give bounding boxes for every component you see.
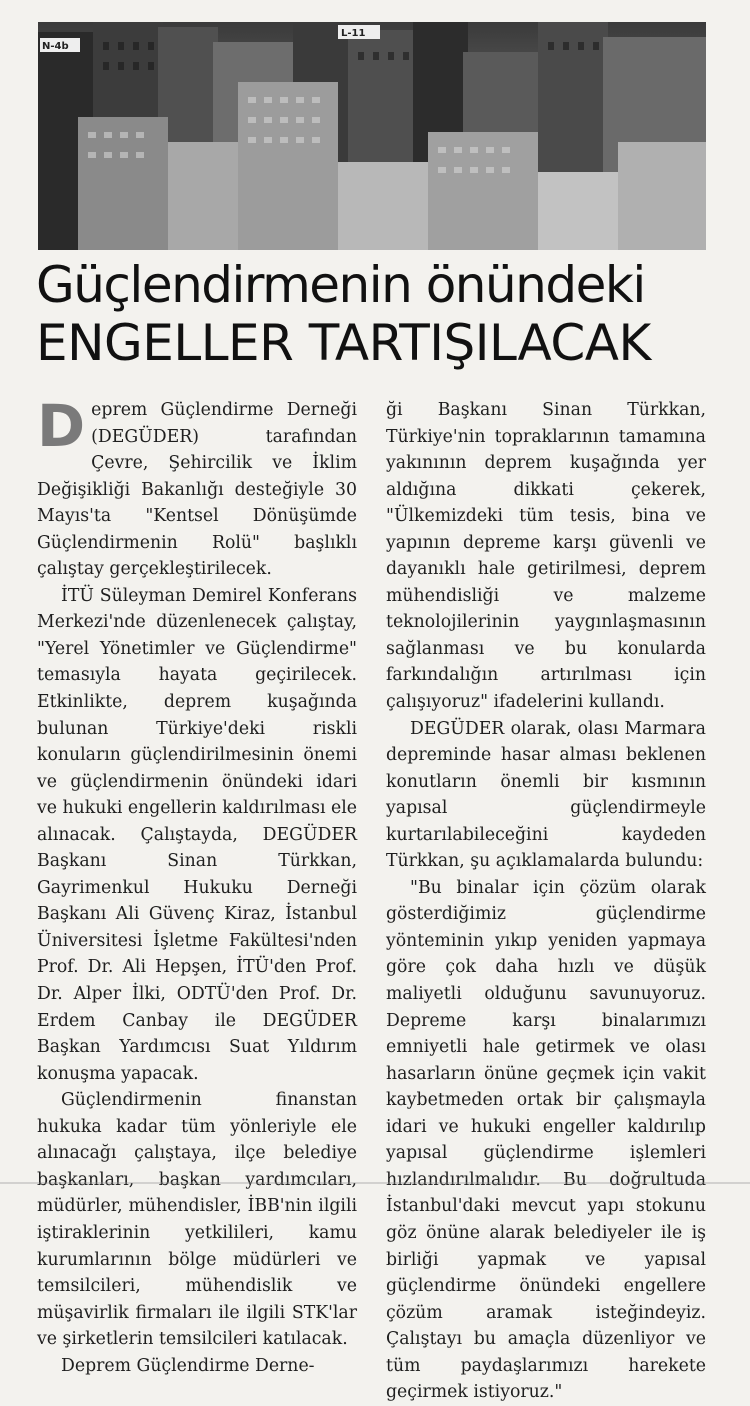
paragraph: DEGÜDER olarak, olası Marmara depreminde hasar alması beklenen konutların önemli bir kısmının yapısal güçlendirmeyle kurtarılabileceğini kaydeden Türkkan, şu açıklamalarda bulundu: bbox=[386, 718, 706, 872]
photo-sign-2: L-11 bbox=[341, 28, 366, 39]
headline bbox=[36, 256, 716, 372]
paragraph: ği Başkanı Sinan Türkkan, Türkiye'nin topraklarının tamamına yakınının deprem kuşağında yer aldığına dikkati çekerek, "Ülkemizdeki tüm tesis, bina ve yapının depreme karşı güvenli ve dayanıklı hale getirilmesi, deprem mühendisliği ve malzeme teknolojilerinin yaygınlaşmasının sağlanması ve bu konularda farkındalığın artırılması için çalışıyoruz" ifadelerini kullandı. bbox=[386, 400, 706, 713]
headline-line-1: Güçlendirmenin önündeki bbox=[36, 256, 645, 314]
buildings-graphic bbox=[38, 22, 706, 250]
drop-cap: D bbox=[37, 392, 86, 460]
photo-sign-1: N-4b bbox=[42, 41, 69, 52]
paragraph-text: eprem Güçlendirme Derneği (DEGÜDER) tarafından Çevre, Şehircilik ve İklim Değişikliği Bakanlığı desteğiyle 30 Mayıs'ta "Kentsel Dönüşümde Güçlendirmenin Rolü" başlıklı çalıştay gerçekleştirilecek. bbox=[37, 400, 357, 580]
paragraph: İTÜ Süleyman Demirel Konferans Merkezi'nde düzenlenecek çalıştay, "Yerel Yönetimler ve Güçlendirme" temasıyla hayata geçirilecek. Etkinlikte, deprem kuşağında bulunan Türkiye'deki riskli konuların güçlendirilmesinin önemi ve güçlendirmenin önündeki idari ve hukuki engellerin kaldırılması ele alınacak. Çalıştayda, DEGÜDER Başkanı Sinan Türkkan, Gayrimenkul Hukuku Derneği Başkanı Ali Güvenç Kiraz, İstanbul Üniversitesi İşletme Fakültesi'nden Prof. Dr. Ali Hepşen, İTÜ'den Prof. Dr. Alper İlki, ODTÜ'den Prof. Dr. Erdem Canbay ile DEGÜDER Başkan Yardımcısı Suat Yıldırım konuşma yapacak. bbox=[37, 585, 357, 1084]
article-column-right bbox=[386, 397, 706, 1406]
paragraph: Güçlendirmenin finanstan hukuka kadar tüm yönleriyle ele alınacağı çalıştaya, ilçe belediye başkanları, başkan yardımcıları, müdürler, mühendisler, İBB'nin ilgili iştiraklerinin yetkilileri, kamu kurumlarının bölge müdürleri ve temsilcileri, mühendislik ve müşavirlik firmaları ile ilgili STK'lar ve şirketlerin temsilcileri katılacak. bbox=[37, 1090, 357, 1350]
headline-line-2: ENGELLER TARTIŞILACAK bbox=[36, 314, 651, 372]
city-buildings-photo bbox=[38, 22, 706, 250]
paragraph: "Bu binalar için çözüm olarak gösterdiğimiz güçlendirme yönteminin yıkıp yeniden yapmaya göre çok daha hızlı ve düşük maliyetli olduğunu savunuyoruz. Depreme karşı binalarımızı emniyetli hale getirmek ve olası hasarların önüne geçmek için vakit kaybetmeden ortak bir çalışmayla idari ve hukuki engeller kaldırılıp yapısal güçlendirme işlemleri hızlandırılmalıdır. Bu doğrultuda İstanbul'daki mevcut yapı stokunu göz önüne alarak belediyeler ile iş birliği yapmak ve yapısal güçlendirme önündeki engellere çözüm aramak isteğindeyiz. Çalıştayı bu amaçla düzenliyor ve tüm paydaşlarımızı harekete geçirmek istiyoruz." bbox=[386, 877, 706, 1403]
article-column-left bbox=[37, 392, 357, 1379]
page-fold-line bbox=[0, 1182, 750, 1184]
paragraph: Deprem Güçlendirme Derne- bbox=[61, 1355, 315, 1376]
paragraph bbox=[37, 392, 357, 583]
